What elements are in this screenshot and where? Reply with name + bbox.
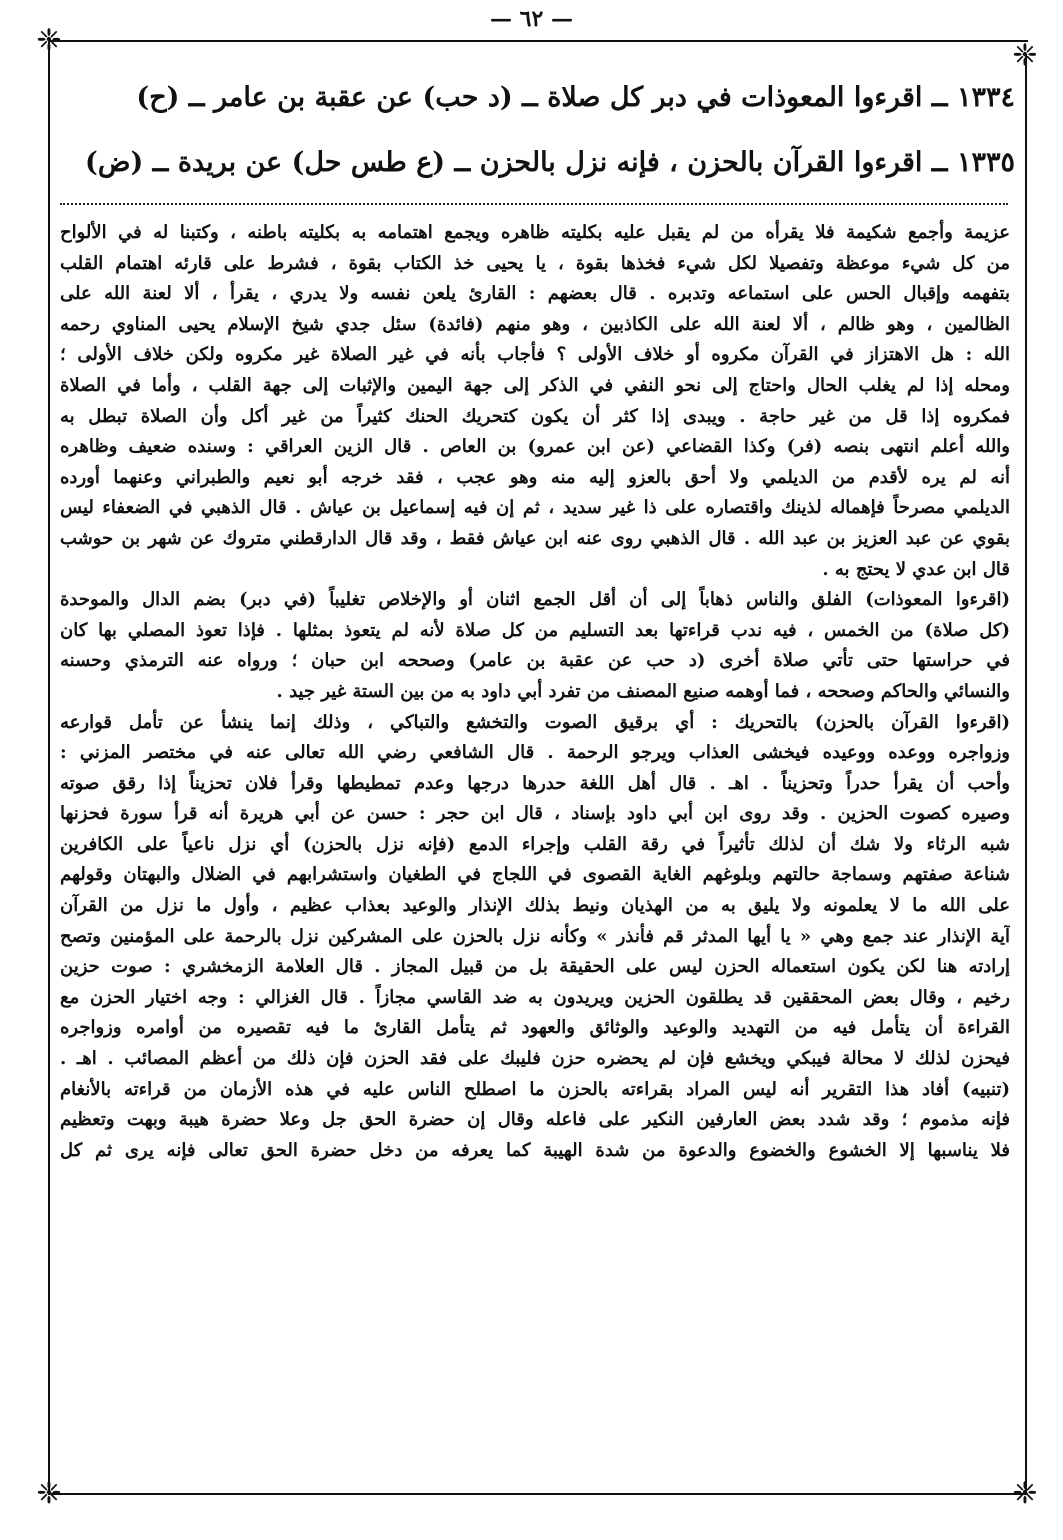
commentary-line: من كل شيء موعظة وتفصيلا لكل شيء فخذها بقوة ، يا يحيى خذ الكتاب بقوة ، فشرط على قارئه اهتمام القلب xyxy=(60,252,1010,274)
commentary-text xyxy=(60,218,1010,1166)
commentary-line: الله : هل الاهتزاز في القرآن مكروه أو خلاف الأولى ؟ فأجاب بأنه في غير الصلاة غير مكروه ولكن خلاف الأولى ؛ xyxy=(60,344,1010,366)
section-separator xyxy=(60,203,1008,205)
frame-left-border xyxy=(48,40,50,1495)
commentary-line: وزواجره ووعده ووعيده فيخشى العذاب ويرجو الرحمة . قال الشافعي رضي الله تعالى عنه في مختصر المزني : xyxy=(60,742,1010,764)
commentary-line: فلا يناسبها إلا الخشوع والخضوع والدعوة من شدة الهيبة كما يعرفه من دخل حضرة الحق تعالى فإنه يرى ثم كل xyxy=(60,1139,1010,1161)
commentary-line: رخيم ، وقال بعض المحققين قد يطلقون الحزين ويريدون به ضد القاسي مجازاً . قال الغزالي : وجه اختيار الحزن مع xyxy=(60,986,1010,1008)
commentary-line: ومحله إذا لم يغلب الحال واحتاج إلى نحو النفي في الذكر إلى جهة اليمين والإثبات إلى جهة القلب ، وأما في الصلاة xyxy=(60,374,1010,396)
commentary-line: آية الإنذار عند جمع وهي « يا أيها المدثر قم فأنذر » وكأنه نزل بالحزن على المشركين نزل بالرحمة على المؤمنين وتصح xyxy=(60,925,1010,947)
corner-ornament-bottom-left: ❈ xyxy=(36,1476,62,1511)
commentary-line: بتفهمه وإقبال الحس على استماعه وتدبره . قال بعضهم : القارئ يلعن نفسه ولا يدري ، يقرأ ، ألا لعنة الله على xyxy=(60,283,1010,305)
commentary-line: والنسائي والحاكم وصححه ، فما أوهمه صنيع المصنف من تفرد أبي داود به من بين الستة غير جيد . xyxy=(276,680,1010,702)
page-number: — ٦٢ — xyxy=(490,6,573,32)
frame-bottom-border xyxy=(48,1493,1028,1495)
commentary-line: الديلمي مصرحاً فإهماله لذينك واقتصاره على ذا غير سديد ، ثم إن فيه إسماعيل بن عياش . قال الذهبي في الضعفاء ليس xyxy=(60,497,1010,519)
commentary-line: بقوي عن عبد العزيز بن عبد الله . قال الذهبي روى عنه ابن عياش فقط ، وقد قال الدارقطني متروك عن شهر بن حوشب xyxy=(60,527,1010,549)
hadith-1334: ١٣٣٤ ــ اقرءوا المعوذات في دبر كل صلاة ــ (د حب) عن عقبة بن عامر ــ (ح) xyxy=(136,82,1015,113)
corner-ornament-bottom-right: ❈ xyxy=(1012,1476,1038,1511)
commentary-line: الظالمين ، وهو ظالم ، ألا لعنة الله على الكاذبين ، وهو منهم (فائدة) سئل جدي شيخ الإسلام يحيى المناوي رحمه xyxy=(60,313,1010,335)
commentary-line: (اقرءوا المعوذات) الفلق والناس ذهاباً إلى أن أقل الجمع اثنان أو والإخلاص تغليباً (في دبر) بضم الدال والموحدة xyxy=(60,589,1010,611)
corner-ornament-top-right: ❈ xyxy=(1012,38,1038,73)
frame-right-border xyxy=(1025,55,1027,1495)
commentary-line: أنه لم يره لأقدم من الديلمي ولا أحق بالعزو إليه منه وهو عجب ، فقد خرجه أبو نعيم والطبراني وعنهما أورده xyxy=(60,466,1010,488)
commentary-line: شبه الرثاء ولا شك أن لذلك تأثيراً في رقة القلب وإجراء الدمع (فإنه نزل بالحزن) أي نزل ناعياً على الكافرين xyxy=(60,833,1010,855)
commentary-line: في حراستها حتى تأتي صلاة أخرى (د حب عن عقبة بن عامر) وصححه ابن حبان ؛ ورواه عنه الترمذي وحسنه xyxy=(60,650,1010,672)
commentary-line: فمكروه إذا قل من غير حاجة . ويبدى إذا كثر أن يكون كتحريك الحنك كثيراً من غير أكل وأن الصلاة تبطل به xyxy=(60,405,1010,427)
commentary-line: (كل صلاة) من الخمس ، فيه ندب قراءتها بعد التسليم من كل صلاة لأنه لم يتعوذ بمثلها . فإذا تعوذ المصلي بها كان xyxy=(60,619,1010,641)
commentary-line: القراءة أن يتأمل فيه من التهديد والوعيد والوثائق والعهود ثم يتأمل القارئ ما فيه تقصيره من أوامره وزواجره xyxy=(60,1017,1010,1039)
corner-ornament-top-left: ❈ xyxy=(36,23,62,58)
commentary-line: إرادته هنا لكن يكون استعماله الحزن ليس على الحقيقة بل من قبيل المجاز . قال العلامة الزمخشري : صوت حزين xyxy=(60,956,1010,978)
commentary-line: فإنه مذموم ؛ وقد شدد بعض العارفين النكير على فاعله وقال إن حضرة الحق جل وعلا حضرة هيبة وبهت وتعظيم xyxy=(60,1109,1010,1131)
commentary-line: (تنبيه) أفاد هذا التقرير أنه ليس المراد بقراءته بالحزن ما اصطلح الناس عليه في هذه الأزمان من قراءته بالأنغام xyxy=(60,1078,1010,1100)
commentary-line: عزيمة وأجمع شكيمة فلا يقرأه من لم يقبل عليه بكليته ظاهره ويجمع اهتمامه به بكليته باطنه ، وكتبنا له في الألواح xyxy=(60,222,1010,243)
commentary-line: قال ابن عدي لا يحتج به . xyxy=(822,558,1010,580)
commentary-line: وصيره كصوت الحزين . وقد روى ابن أبي داود بإسناد ، قال ابن حجر : حسن عن أبي هريرة أنه قرأ سورة فحزنها xyxy=(60,803,1010,825)
commentary-line: فيحزن لذلك لا محالة فيبكي ويخشع فإن لم يحضره حزن فليبك على فقد الحزن فإن ذلك من أعظم المصائب . اهـ . xyxy=(60,1048,1010,1070)
commentary-line: وأحب أن يقرأ حدراً وتحزيناً . اهـ . قال أهل اللغة حدرها درجها وعدم تمطيطها وقرأ فلان تحزيناً إذا رقق صوته xyxy=(60,772,1010,794)
frame-top-border xyxy=(48,40,1028,42)
commentary-line: والله أعلم انتهى بنصه (فر) وكذا القضاعي (عن ابن عمرو) بن العاص . قال الزين العراقي : وسنده ضعيف وظاهره xyxy=(60,436,1010,458)
hadith-1335: ١٣٣٥ ــ اقرءوا القرآن بالحزن ، فإنه نزل بالحزن ــ (ع طس حل) عن بريدة ــ (ض) xyxy=(85,147,1015,178)
commentary-line: شناعة صفتهم وسماجة حالتهم وبلوغهم الغاية القصوى في اللجاج في الطغيان واستشرابهم في الضلال والبهتان وقولهم xyxy=(60,864,1010,886)
commentary-line: (اقرءوا القرآن بالحزن) بالتحريك : أي برقيق الصوت والتخشع والتباكي ، وذلك إنما ينشأ عن تأمل قوارعه xyxy=(60,711,1010,733)
commentary-line: على الله ما لا يعلمونه ولا يليق به من الهذيان ونيط بذلك الإنذار والوعيد بعذاب عظيم ، وأول ما نزل من القرآن xyxy=(60,895,1010,917)
